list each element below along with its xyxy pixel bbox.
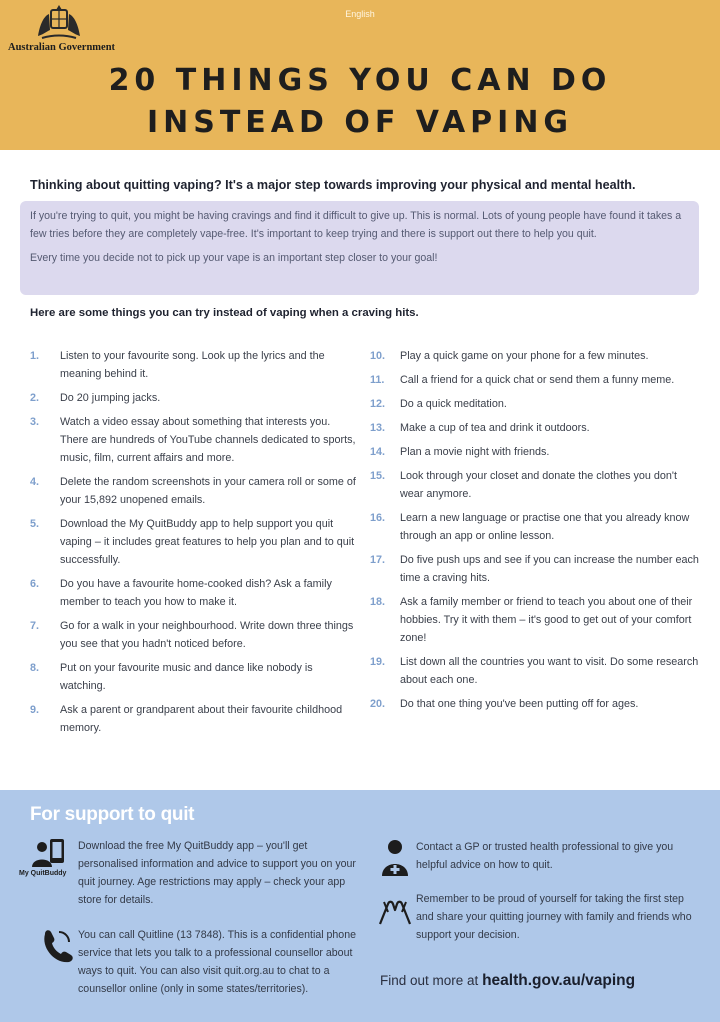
- page-title: [0, 60, 720, 144]
- callout-paragraph-2: Every time you decide not to pick up your vape is an important step closer to your goal!: [30, 252, 438, 264]
- coat-of-arms-icon: [32, 2, 86, 40]
- item-number: 15.: [370, 470, 386, 482]
- item-number: 11.: [370, 374, 385, 386]
- item-number: 9.: [30, 704, 40, 716]
- intro-text: Thinking about quitting vaping? It's a major step towards improving your physical and mental health.: [30, 178, 636, 192]
- app-brand: My QuitBuddy: [19, 870, 67, 877]
- item-text: Watch a video essay about something that interests you. There are hundreds of YouTube channels dedicated to sports, music, film, current affairs and more.: [60, 416, 356, 464]
- item-number: 7.: [30, 620, 40, 632]
- support-title: For support to quit: [30, 804, 195, 825]
- header-banner: [0, 0, 720, 150]
- list-item: [370, 419, 700, 437]
- item-text: Plan a movie night with friends.: [400, 446, 550, 458]
- item-text: Make a cup of tea and drink it outdoors.: [400, 422, 590, 434]
- app-support-text: Download the free My QuitBuddy app – you'll get personalised information and advice to support you on your quit journey. Age restrictions may apply – check your app store for details.: [78, 840, 356, 906]
- list-item: [370, 395, 700, 413]
- item-number: 3.: [30, 416, 40, 428]
- list-item: [30, 347, 360, 383]
- list-item: [370, 347, 700, 365]
- item-number: 14.: [370, 446, 386, 458]
- phone-app-icon: [28, 837, 70, 871]
- item-text: Ask a parent or grandparent about their favourite childhood memory.: [60, 704, 343, 734]
- item-text: List down all the countries you want to visit. Do some research about each one.: [400, 656, 699, 686]
- item-text: Do a quick meditation.: [400, 398, 507, 410]
- item-text: Put on your favourite music and dance like nobody is watching.: [60, 662, 313, 692]
- info-callout: [20, 201, 699, 295]
- list-item: [30, 701, 360, 737]
- gp-advice-text: Contact a GP or trusted health professional to give you helpful advice on how to quit.: [416, 841, 674, 871]
- item-text: Call a friend for a quick chat or send them a funny meme.: [400, 374, 675, 386]
- item-text: Do 20 jumping jacks.: [60, 392, 161, 404]
- tips-lead: Here are some things you can try instead of vaping when a craving hits.: [30, 307, 419, 319]
- item-number: 1.: [30, 350, 40, 362]
- language-label[interactable]: English: [345, 9, 375, 19]
- list-item: [370, 653, 700, 689]
- list-item: [370, 695, 700, 713]
- find-out-prefix: Find out more at: [380, 973, 479, 988]
- item-number: 20.: [370, 698, 386, 710]
- list-item: [370, 467, 700, 503]
- item-number: 16.: [370, 512, 386, 524]
- agency-name: Australian Government: [8, 42, 116, 53]
- tips-list-left: [30, 347, 360, 743]
- list-item: [30, 575, 360, 611]
- health-website-link[interactable]: health.gov.au/vaping: [482, 972, 636, 989]
- phone-call-icon: [37, 926, 75, 966]
- list-item: [370, 371, 700, 389]
- item-text: Download the My QuitBuddy app to help support you quit vaping – it includes great features to help you plan and to quit successfully.: [60, 518, 355, 566]
- item-text: Learn a new language or practise one that you already know through an app or online lesson.: [400, 512, 690, 542]
- item-number: 12.: [370, 398, 386, 410]
- item-number: 5.: [30, 518, 40, 530]
- item-text: Do five push ups and see if you can increase the number each time a craving hits.: [400, 554, 699, 584]
- list-item: [30, 515, 360, 569]
- item-text: Ask a family member or friend to teach you about one of their hobbies. Try it with them – it's good to get out of your comfort zone!: [400, 596, 693, 644]
- list-item: [370, 443, 700, 461]
- list-item: [370, 509, 700, 545]
- item-number: 2.: [30, 392, 40, 404]
- item-number: 18.: [370, 596, 386, 608]
- item-text: Delete the random screenshots in your camera roll or some of your 15,892 unopened emails.: [60, 476, 356, 506]
- item-number: 10.: [370, 350, 386, 362]
- item-text: Look through your closet and donate the clothes you don't wear anymore.: [400, 470, 677, 500]
- list-item: [370, 593, 700, 647]
- item-number: 19.: [370, 656, 386, 668]
- list-item: [30, 617, 360, 653]
- high-five-icon: [376, 894, 414, 928]
- item-number: 17.: [370, 554, 386, 566]
- title-line-1: 20 THINGS YOU CAN DO: [108, 63, 612, 98]
- callout-paragraph-1: If you're trying to quit, you might be having cravings and find it difficult to give up. This is normal. Lots of young people have found it takes a few tries before they are completely vape-free. It's important to keep trying and there is support out there to help you quit.: [30, 210, 682, 240]
- item-number: 8.: [30, 662, 40, 674]
- item-number: 6.: [30, 578, 40, 590]
- item-number: 4.: [30, 476, 40, 488]
- item-number: 13.: [370, 422, 386, 434]
- item-text: Go for a walk in your neighbourhood. Write down three things you see that you hadn't noticed before.: [60, 620, 354, 650]
- proud-text: Remember to be proud of yourself for taking the first step and share your quitting journey with family and friends who support your decision.: [416, 893, 692, 941]
- item-text: Listen to your favourite song. Look up the lyrics and the meaning behind it.: [60, 350, 325, 380]
- support-section: [0, 790, 720, 1022]
- quitline-text: You can call Quitline (13 7848). This is a confidential phone service that lets you talk to a professional counsellor about ways to quit. You can also visit quit.org.au to chat to a counsellor online (only in some states/territories).: [78, 929, 356, 995]
- item-text: Play a quick game on your phone for a few minutes.: [400, 350, 649, 362]
- item-text: Do you have a favourite home-cooked dish? Ask a family member to teach you how to make it.: [60, 578, 332, 608]
- list-item: [30, 413, 360, 467]
- list-item: [30, 473, 360, 509]
- doctor-icon: [380, 838, 410, 878]
- list-item: [30, 659, 360, 695]
- tips-list-right: [370, 347, 700, 719]
- title-line-2: INSTEAD OF VAPING: [146, 105, 574, 140]
- list-item: [370, 551, 700, 587]
- find-out-more: [380, 972, 635, 990]
- item-text: Do that one thing you've been putting off for ages.: [400, 698, 639, 710]
- list-item: [30, 389, 360, 407]
